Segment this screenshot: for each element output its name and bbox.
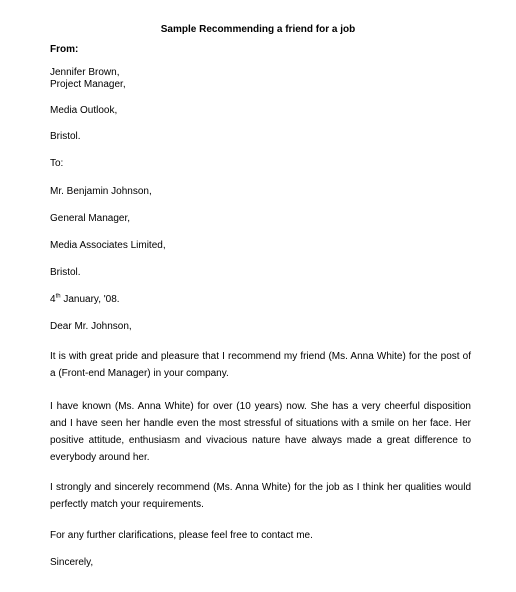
recipient-city: Bristol. [50, 267, 81, 278]
sender-name: Jennifer Brown, [50, 67, 120, 78]
date-suffix: th [55, 293, 61, 300]
from-label: From: [50, 44, 79, 55]
recipient-name: Mr. Benjamin Johnson, [50, 186, 152, 197]
date-rest: January, '08. [60, 294, 120, 305]
sender-position: Project Manager, [50, 79, 126, 90]
body-paragraph-3: I strongly and sincerely recommend (Ms. Anna White) for the job as I think her qualities would perfectly match your requirements. [50, 482, 471, 510]
closing-line: For any further clarifications, please feel free to contact me. [50, 530, 313, 541]
sender-city: Bristol. [50, 131, 81, 142]
body-paragraph-2: I have known (Ms. Anna White) for over (10 years) now. She has a very cheerful disposition and I have seen her handle even the most stressful of situations with a smile on her face. Her positive attitude, enthusiasm and vivacious nature have always made a great difference to everybody around her. [50, 401, 471, 463]
body-paragraph-1: It is with great pride and pleasure that I recommend my friend (Ms. Anna White) for the post of a (Front-end Manager) in your company. [50, 351, 471, 379]
sender-company: Media Outlook, [50, 105, 118, 116]
letter-date [50, 294, 470, 306]
salutation: Dear Mr. Johnson, [50, 321, 132, 332]
sign-off: Sincerely, [50, 557, 94, 568]
date-day: 4 [50, 294, 56, 305]
recipient-position: General Manager, [50, 213, 131, 224]
recipient-company: Media Associates Limited, [50, 240, 166, 251]
document-title: Sample Recommending a friend for a job [160, 24, 356, 35]
to-label: To: [50, 158, 64, 169]
